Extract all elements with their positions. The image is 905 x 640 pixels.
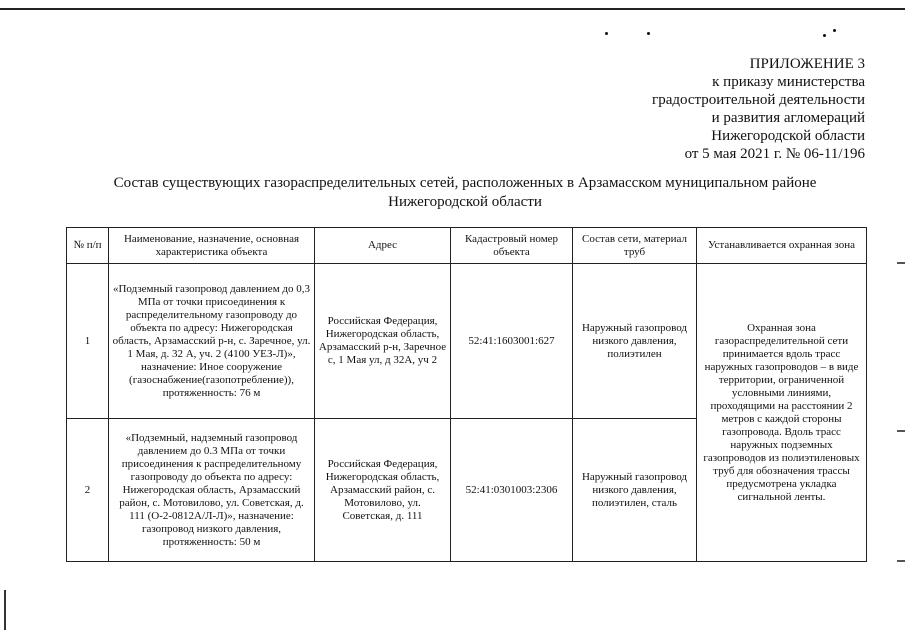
scan-dots bbox=[605, 28, 845, 38]
title-line-2: Нижегородской области bbox=[388, 194, 542, 210]
scan-dot bbox=[605, 32, 608, 35]
header-cadastral: Кадастровый номер объекта bbox=[451, 228, 573, 264]
header-network: Состав сети, материал труб bbox=[573, 228, 697, 264]
scan-edge-mark bbox=[897, 560, 905, 562]
header-line: к приказу министерства bbox=[712, 74, 865, 90]
scan-dot bbox=[647, 32, 650, 35]
table-header-row bbox=[67, 228, 867, 264]
object-address: Российская Федерация, Нижегородская область, Арзамасский район, с. Мотовилово, ул. Советская, д. 111 bbox=[315, 419, 451, 562]
appendix-header bbox=[652, 55, 865, 163]
row-number: 2 bbox=[67, 419, 109, 562]
scan-top-border bbox=[0, 8, 905, 10]
network-composition: Наружный газопровод низкого давления, полиэтилен bbox=[573, 264, 697, 419]
scan-edge-mark bbox=[897, 262, 905, 264]
header-line: Нижегородской области bbox=[711, 128, 865, 144]
gas-network-table bbox=[66, 227, 867, 562]
cadastral-number: 52:41:0301003:2306 bbox=[451, 419, 573, 562]
scan-margin-mark bbox=[4, 590, 6, 630]
cadastral-number: 52:41:1603001:627 bbox=[451, 264, 573, 419]
scan-dot bbox=[833, 29, 836, 32]
network-composition: Наружный газопровод низкого давления, полиэтилен, сталь bbox=[573, 419, 697, 562]
order-reference: от 5 мая 2021 г. № 06-11/196 bbox=[684, 146, 865, 162]
header-line: градостроительной деятельности bbox=[652, 92, 865, 108]
header-number: № п/п bbox=[67, 228, 109, 264]
header-name: Наименование, назначение, основная характеристика объекта bbox=[109, 228, 315, 264]
protection-zone-cell: Охранная зона газораспределительной сети принимается вдоль трасс наружных газопроводов – в виде территории, ограниченной условными линиями, проходящими на расстоянии 2 метров с каждой стороны газопровода. Вдоль трасс наружных подземных газопроводов из полиэтиленовых труб для обозначения трассы предусмотрена укладка сигнальной ленты. bbox=[697, 264, 867, 562]
scan-edge-mark bbox=[897, 430, 905, 432]
header-line: и развития агломераций bbox=[711, 110, 865, 126]
document-title bbox=[60, 174, 870, 212]
object-description: «Подземный газопровод давлением до 0,3 МПа от точки присоединения к распределительному газопроводу до объекта по адресу: Нижегородская область, Арзамасский р-н, с. Заречное, ул. 1 Мая, д. 32 А, уч. 2 (4100 УЕЗ-Л)», назначение: Иное сооружение (газоснабжение(газопотребление)), протяженность: 76 м bbox=[109, 264, 315, 419]
object-description: «Подземный, надземный газопровод давлением до 0.3 МПа от точки присоединения к распределительному газопроводу до объекта по адресу: Нижегородская область, Арзамасский район, с. Мотовилово, ул. Советская, д. 111 (О-2-0812А/Л-Л)», назначение: газопровод низкого давления, протяженность: 50 м bbox=[109, 419, 315, 562]
appendix-title: ПРИЛОЖЕНИЕ 3 bbox=[749, 56, 865, 72]
table-row bbox=[67, 264, 867, 419]
header-protection-zone: Устанавливается охранная зона bbox=[697, 228, 867, 264]
header-address: Адрес bbox=[315, 228, 451, 264]
title-line-1: Состав существующих газораспределительных сетей, расположенных в Арзамасском муниципальном районе bbox=[113, 175, 817, 191]
row-number: 1 bbox=[67, 264, 109, 419]
object-address: Российская Федерация, Нижегородская область, Арзамасский р-н, Заречное с, 1 Мая ул, д 32А, уч 2 bbox=[315, 264, 451, 419]
scan-dot bbox=[823, 34, 826, 37]
